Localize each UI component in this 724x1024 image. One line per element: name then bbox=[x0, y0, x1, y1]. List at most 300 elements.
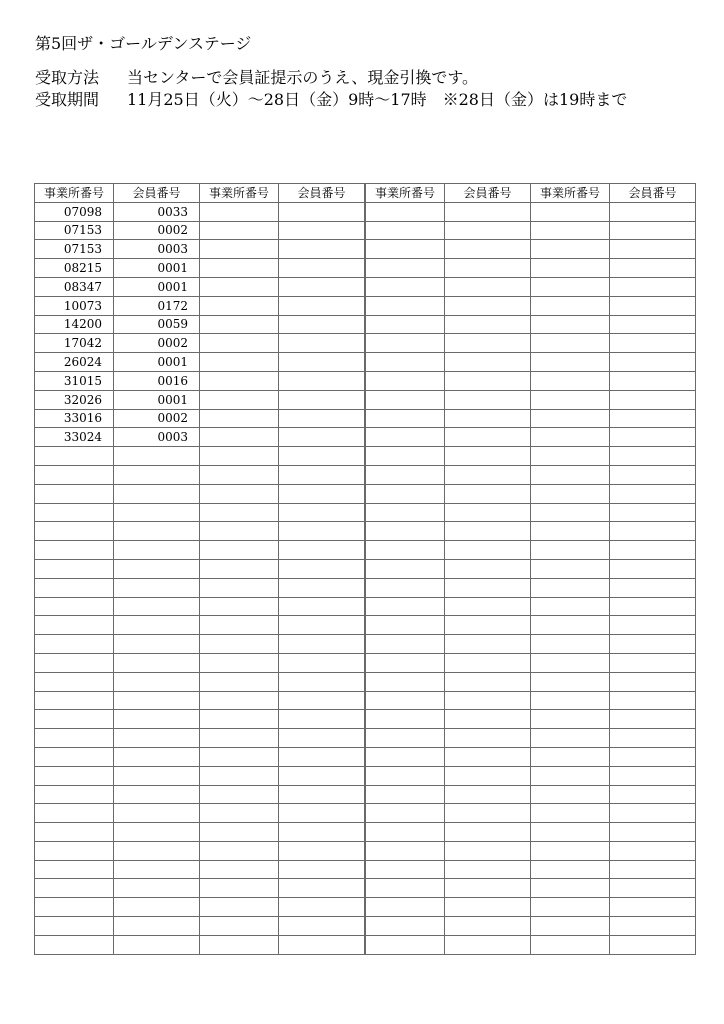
office-number-cell: 31015 bbox=[35, 371, 114, 390]
office-number-cell bbox=[531, 390, 610, 409]
office-number-cell bbox=[35, 785, 114, 804]
office-number-cell bbox=[200, 522, 279, 541]
office-number-cell bbox=[200, 484, 279, 503]
table-row bbox=[35, 409, 200, 428]
office-number-cell bbox=[200, 259, 279, 278]
member-number-cell bbox=[610, 259, 696, 278]
office-number-cell bbox=[200, 315, 279, 334]
member-number-cell bbox=[114, 691, 200, 710]
table-row bbox=[200, 240, 365, 259]
office-number-cell bbox=[200, 296, 279, 315]
member-number-cell bbox=[114, 578, 200, 597]
office-number-cell bbox=[366, 447, 445, 466]
table-row bbox=[35, 221, 200, 240]
table-row bbox=[35, 917, 200, 936]
office-number-cell bbox=[531, 823, 610, 842]
table-row bbox=[366, 729, 531, 748]
table-row bbox=[366, 898, 531, 917]
pickup-method-label: 受取方法 bbox=[35, 68, 100, 87]
table-row bbox=[35, 202, 200, 221]
member-number-cell bbox=[610, 691, 696, 710]
office-number-cell bbox=[200, 559, 279, 578]
member-number-cell bbox=[610, 841, 696, 860]
member-number-cell bbox=[445, 428, 531, 447]
member-number-cell bbox=[445, 729, 531, 748]
office-number-cell bbox=[366, 334, 445, 353]
table-row bbox=[366, 484, 531, 503]
member-number-cell bbox=[279, 841, 365, 860]
member-number-cell bbox=[610, 465, 696, 484]
member-number-cell: 0003 bbox=[114, 428, 200, 447]
member-number-cell bbox=[610, 898, 696, 917]
member-number-cell bbox=[610, 484, 696, 503]
member-number-cell bbox=[114, 729, 200, 748]
member-number-cell bbox=[114, 484, 200, 503]
office-number-cell bbox=[35, 935, 114, 954]
table-row bbox=[531, 841, 696, 860]
table-row bbox=[531, 823, 696, 842]
member-number-cell: 0016 bbox=[114, 371, 200, 390]
table-row bbox=[35, 616, 200, 635]
table-row bbox=[531, 334, 696, 353]
table-row bbox=[200, 597, 365, 616]
office-number-cell bbox=[35, 729, 114, 748]
member-number-cell bbox=[610, 710, 696, 729]
table-row bbox=[35, 635, 200, 654]
member-number-cell bbox=[610, 541, 696, 560]
table-row bbox=[200, 691, 365, 710]
member-number-cell bbox=[445, 296, 531, 315]
table-row bbox=[35, 860, 200, 879]
member-number-cell bbox=[114, 653, 200, 672]
member-number-cell bbox=[445, 541, 531, 560]
office-number-cell bbox=[200, 221, 279, 240]
member-number-cell bbox=[610, 390, 696, 409]
member-number-cell bbox=[445, 315, 531, 334]
office-number-cell bbox=[531, 729, 610, 748]
office-number-cell bbox=[35, 747, 114, 766]
member-number-cell bbox=[445, 334, 531, 353]
office-number-cell bbox=[200, 202, 279, 221]
office-number-cell bbox=[531, 653, 610, 672]
member-number-cell bbox=[114, 541, 200, 560]
office-number-cell bbox=[200, 503, 279, 522]
member-number-cell bbox=[279, 860, 365, 879]
member-number-cell bbox=[279, 541, 365, 560]
table-row bbox=[366, 841, 531, 860]
member-number-cell bbox=[610, 334, 696, 353]
table-row bbox=[366, 559, 531, 578]
member-number-cell bbox=[114, 616, 200, 635]
table-row bbox=[200, 841, 365, 860]
table-row bbox=[531, 616, 696, 635]
office-number-cell bbox=[200, 785, 279, 804]
table-row bbox=[531, 484, 696, 503]
member-number-cell bbox=[279, 710, 365, 729]
office-number-cell bbox=[366, 935, 445, 954]
office-number-cell bbox=[200, 371, 279, 390]
table-row bbox=[366, 710, 531, 729]
table-row bbox=[35, 804, 200, 823]
member-number-cell bbox=[445, 221, 531, 240]
table-row bbox=[366, 917, 531, 936]
table-row bbox=[531, 503, 696, 522]
table-row bbox=[531, 221, 696, 240]
table-header-row bbox=[366, 184, 531, 203]
office-number-cell bbox=[366, 221, 445, 240]
member-number-cell bbox=[279, 766, 365, 785]
office-number-cell bbox=[531, 597, 610, 616]
table-row bbox=[366, 465, 531, 484]
office-number-cell bbox=[200, 935, 279, 954]
office-number-cell: 07153 bbox=[35, 240, 114, 259]
member-number-cell bbox=[114, 898, 200, 917]
office-number-cell bbox=[366, 860, 445, 879]
member-number-cell bbox=[279, 578, 365, 597]
pickup-period-line bbox=[35, 90, 627, 110]
member-number-cell bbox=[445, 447, 531, 466]
table-row bbox=[200, 296, 365, 315]
table-row bbox=[366, 503, 531, 522]
table-row bbox=[366, 409, 531, 428]
office-number-cell bbox=[200, 635, 279, 654]
table-row bbox=[366, 277, 531, 296]
office-number-cell bbox=[200, 428, 279, 447]
table-row bbox=[200, 522, 365, 541]
member-number-cell bbox=[610, 371, 696, 390]
member-number-cell bbox=[114, 597, 200, 616]
table-header-row bbox=[200, 184, 365, 203]
office-number-cell bbox=[366, 917, 445, 936]
table-row bbox=[35, 503, 200, 522]
member-number-cell bbox=[279, 597, 365, 616]
table-row bbox=[366, 616, 531, 635]
office-number-cell: 07153 bbox=[35, 221, 114, 240]
office-number-cell bbox=[200, 766, 279, 785]
member-number-cell bbox=[279, 353, 365, 372]
member-number-cell bbox=[445, 522, 531, 541]
office-number-cell bbox=[366, 296, 445, 315]
office-number-cell bbox=[35, 766, 114, 785]
member-number-cell bbox=[114, 804, 200, 823]
table-row bbox=[366, 315, 531, 334]
member-number-cell bbox=[445, 559, 531, 578]
office-number-cell bbox=[366, 522, 445, 541]
office-number-cell bbox=[366, 277, 445, 296]
office-number-cell bbox=[531, 202, 610, 221]
office-number-cell bbox=[531, 747, 610, 766]
member-number-cell bbox=[445, 597, 531, 616]
member-number-cell bbox=[279, 277, 365, 296]
table-row bbox=[531, 409, 696, 428]
member-number-cell bbox=[279, 935, 365, 954]
office-number-cell bbox=[366, 766, 445, 785]
office-number-cell: 32026 bbox=[35, 390, 114, 409]
office-number-cell bbox=[200, 616, 279, 635]
office-number-cell bbox=[366, 616, 445, 635]
member-number-cell bbox=[445, 785, 531, 804]
table-row bbox=[35, 653, 200, 672]
table-row bbox=[366, 259, 531, 278]
member-number-cell bbox=[279, 465, 365, 484]
table-row bbox=[366, 879, 531, 898]
office-number-cell bbox=[35, 541, 114, 560]
table-row bbox=[531, 522, 696, 541]
office-number-cell bbox=[35, 578, 114, 597]
member-number-cell bbox=[445, 484, 531, 503]
office-number-cell bbox=[200, 691, 279, 710]
table-row bbox=[531, 804, 696, 823]
member-number-cell bbox=[445, 653, 531, 672]
member-number-cell bbox=[114, 879, 200, 898]
table-row bbox=[366, 747, 531, 766]
table-row bbox=[200, 447, 365, 466]
table-row bbox=[366, 653, 531, 672]
table-row bbox=[35, 465, 200, 484]
table-row bbox=[366, 804, 531, 823]
member-number-cell bbox=[114, 447, 200, 466]
table-row bbox=[200, 221, 365, 240]
office-number-cell bbox=[366, 729, 445, 748]
table-header-row bbox=[531, 184, 696, 203]
member-number-cell bbox=[445, 691, 531, 710]
table-row bbox=[531, 785, 696, 804]
table-row bbox=[35, 522, 200, 541]
member-number-cell bbox=[279, 503, 365, 522]
member-number-cell: 0001 bbox=[114, 390, 200, 409]
member-number-cell bbox=[610, 409, 696, 428]
member-number-cell bbox=[114, 841, 200, 860]
office-number-cell bbox=[35, 635, 114, 654]
table-row bbox=[366, 860, 531, 879]
table-row bbox=[366, 371, 531, 390]
office-number-cell bbox=[200, 879, 279, 898]
member-number-cell bbox=[279, 879, 365, 898]
table-row bbox=[366, 353, 531, 372]
member-number-cell bbox=[445, 390, 531, 409]
office-number-cell bbox=[531, 559, 610, 578]
office-number-cell bbox=[200, 653, 279, 672]
table-row bbox=[35, 691, 200, 710]
member-number-cell bbox=[610, 804, 696, 823]
member-number-cell bbox=[610, 879, 696, 898]
member-number-cell bbox=[279, 823, 365, 842]
table-row bbox=[35, 597, 200, 616]
office-number-cell bbox=[35, 691, 114, 710]
member-number-cell bbox=[114, 522, 200, 541]
office-number-cell bbox=[531, 879, 610, 898]
office-number-cell bbox=[531, 635, 610, 654]
office-number-cell bbox=[366, 315, 445, 334]
office-number-cell bbox=[200, 240, 279, 259]
member-number-cell bbox=[279, 409, 365, 428]
office-number-cell bbox=[531, 672, 610, 691]
member-number-cell bbox=[610, 221, 696, 240]
office-number-cell bbox=[366, 559, 445, 578]
table-row bbox=[531, 710, 696, 729]
table-row bbox=[531, 597, 696, 616]
office-number-cell bbox=[366, 409, 445, 428]
member-number-cell bbox=[279, 729, 365, 748]
member-number-cell bbox=[279, 785, 365, 804]
office-number-cell bbox=[35, 841, 114, 860]
table-row bbox=[366, 447, 531, 466]
member-number-header: 会員番号 bbox=[445, 184, 531, 203]
table-row bbox=[200, 202, 365, 221]
member-number-cell bbox=[114, 917, 200, 936]
table-row bbox=[35, 277, 200, 296]
table-row bbox=[35, 296, 200, 315]
member-number-cell: 0003 bbox=[114, 240, 200, 259]
office-number-cell bbox=[366, 785, 445, 804]
table-row bbox=[35, 841, 200, 860]
member-number-cell bbox=[279, 259, 365, 278]
member-number-cell bbox=[445, 371, 531, 390]
office-number-cell bbox=[531, 917, 610, 936]
table-row bbox=[531, 428, 696, 447]
pickup-period-label: 受取期間 bbox=[35, 90, 100, 109]
office-number-cell bbox=[35, 616, 114, 635]
page-title: 第5回ザ・ゴールデンステージ bbox=[35, 34, 252, 53]
table-row bbox=[35, 447, 200, 466]
office-number-cell bbox=[531, 296, 610, 315]
table-row bbox=[200, 409, 365, 428]
table-row bbox=[200, 465, 365, 484]
member-number-cell bbox=[445, 240, 531, 259]
member-number-cell bbox=[610, 578, 696, 597]
table-row bbox=[35, 879, 200, 898]
office-number-cell bbox=[35, 860, 114, 879]
office-number-cell bbox=[531, 315, 610, 334]
table-row bbox=[200, 334, 365, 353]
member-number-cell bbox=[279, 202, 365, 221]
member-number-cell bbox=[279, 334, 365, 353]
table-row bbox=[531, 578, 696, 597]
member-number-cell bbox=[279, 447, 365, 466]
member-number-cell bbox=[610, 240, 696, 259]
table-row bbox=[200, 785, 365, 804]
office-number-cell bbox=[35, 522, 114, 541]
table-row bbox=[200, 672, 365, 691]
table-row bbox=[200, 917, 365, 936]
table-row bbox=[366, 522, 531, 541]
member-number-cell bbox=[610, 277, 696, 296]
member-number-cell bbox=[445, 616, 531, 635]
office-number-cell bbox=[531, 484, 610, 503]
office-number-cell bbox=[366, 691, 445, 710]
table-row bbox=[366, 221, 531, 240]
office-number-cell bbox=[35, 710, 114, 729]
table-row bbox=[531, 465, 696, 484]
office-number-cell bbox=[366, 841, 445, 860]
member-number-cell bbox=[279, 221, 365, 240]
table-row bbox=[35, 240, 200, 259]
table-row bbox=[366, 334, 531, 353]
table-row bbox=[200, 879, 365, 898]
member-number-cell bbox=[445, 503, 531, 522]
member-number-cell bbox=[279, 691, 365, 710]
member-number-cell bbox=[445, 935, 531, 954]
office-number-cell bbox=[531, 860, 610, 879]
table-row bbox=[531, 747, 696, 766]
member-number-cell bbox=[445, 202, 531, 221]
office-number-cell bbox=[35, 804, 114, 823]
office-number-cell bbox=[531, 503, 610, 522]
table-row bbox=[366, 691, 531, 710]
table-row bbox=[200, 503, 365, 522]
member-number-cell bbox=[445, 898, 531, 917]
table-row bbox=[200, 653, 365, 672]
office-number-cell bbox=[35, 917, 114, 936]
office-number-cell bbox=[531, 259, 610, 278]
office-number-cell bbox=[366, 898, 445, 917]
office-number-cell bbox=[531, 465, 610, 484]
member-number-cell bbox=[114, 785, 200, 804]
office-number-cell bbox=[531, 522, 610, 541]
table-row bbox=[531, 898, 696, 917]
member-number-cell bbox=[445, 747, 531, 766]
table-row bbox=[35, 710, 200, 729]
office-number-cell: 07098 bbox=[35, 202, 114, 221]
table-row bbox=[200, 729, 365, 748]
member-number-cell bbox=[445, 860, 531, 879]
winner-table-3 bbox=[365, 183, 531, 955]
office-number-cell bbox=[366, 635, 445, 654]
office-number-cell bbox=[200, 898, 279, 917]
table-row bbox=[200, 277, 365, 296]
table-row bbox=[366, 240, 531, 259]
table-row bbox=[366, 428, 531, 447]
winner-table-2 bbox=[199, 183, 365, 955]
office-number-cell bbox=[35, 898, 114, 917]
table-row bbox=[531, 691, 696, 710]
office-number-cell bbox=[366, 371, 445, 390]
office-number-cell bbox=[35, 503, 114, 522]
office-number-cell bbox=[531, 371, 610, 390]
table-row bbox=[366, 296, 531, 315]
office-number-cell bbox=[35, 653, 114, 672]
office-number-cell bbox=[366, 597, 445, 616]
table-row bbox=[200, 860, 365, 879]
table-row bbox=[35, 353, 200, 372]
office-number-cell bbox=[200, 917, 279, 936]
office-number-cell bbox=[366, 240, 445, 259]
office-number-header: 事業所番号 bbox=[35, 184, 114, 203]
office-number-cell: 33016 bbox=[35, 409, 114, 428]
member-number-cell bbox=[114, 465, 200, 484]
office-number-cell bbox=[366, 428, 445, 447]
table-row bbox=[531, 653, 696, 672]
office-number-cell bbox=[366, 672, 445, 691]
office-number-cell bbox=[531, 804, 610, 823]
table-row bbox=[200, 635, 365, 654]
member-number-cell bbox=[445, 672, 531, 691]
member-number-cell bbox=[610, 823, 696, 842]
table-row bbox=[200, 766, 365, 785]
office-number-cell bbox=[200, 729, 279, 748]
table-row bbox=[35, 729, 200, 748]
member-number-cell bbox=[279, 559, 365, 578]
office-number-cell bbox=[366, 578, 445, 597]
office-number-cell bbox=[35, 672, 114, 691]
office-number-cell: 26024 bbox=[35, 353, 114, 372]
table-row bbox=[35, 334, 200, 353]
member-number-cell bbox=[114, 710, 200, 729]
office-number-cell bbox=[200, 578, 279, 597]
member-number-cell bbox=[610, 653, 696, 672]
table-row bbox=[35, 766, 200, 785]
table-row bbox=[200, 747, 365, 766]
